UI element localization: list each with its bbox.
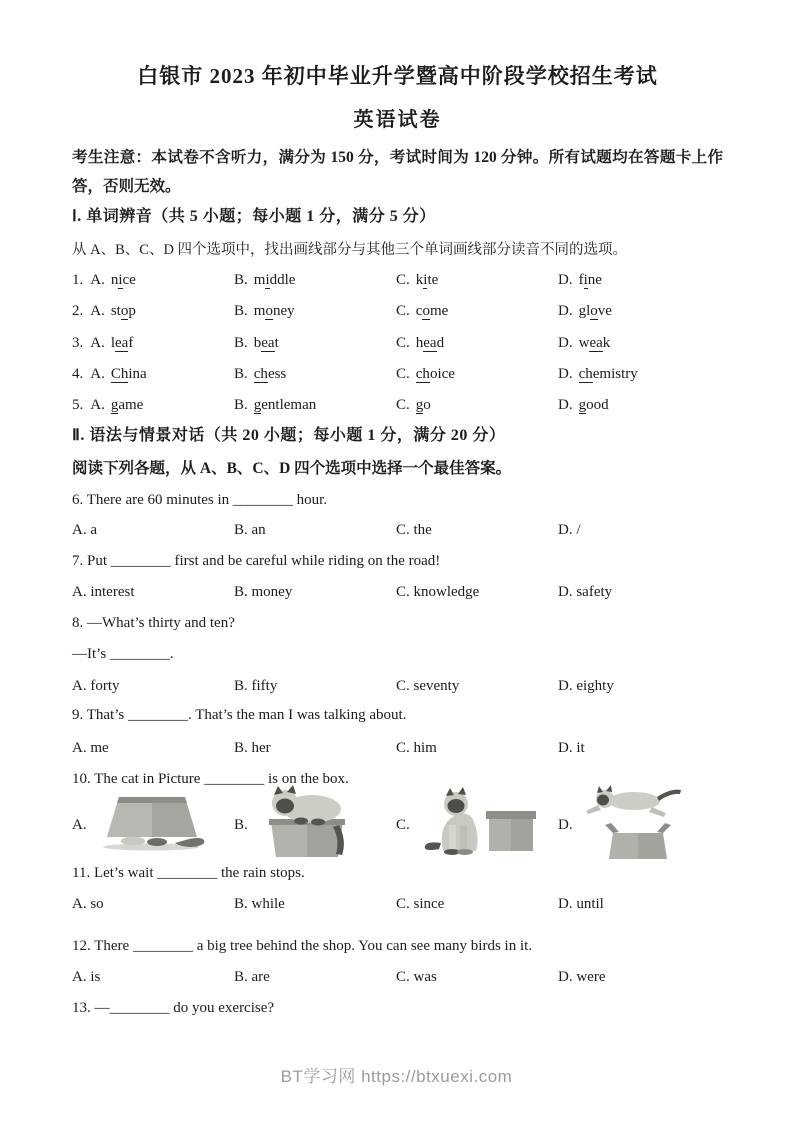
- phonics-option: [558, 270, 723, 290]
- phonics-option: [396, 395, 558, 415]
- option-label: D.: [558, 335, 573, 351]
- underlined-letters: i: [118, 272, 123, 288]
- question-number: 2.: [72, 303, 84, 319]
- underlined-letters: ea: [115, 335, 129, 351]
- option-word: nice: [110, 272, 136, 288]
- option-c: C. him: [396, 740, 437, 756]
- underlined-letters: g: [253, 397, 262, 413]
- underlined-letters: i: [583, 272, 588, 288]
- underlined-letters: i: [265, 272, 270, 288]
- phonics-option: [396, 301, 558, 321]
- picture-option-a: [72, 791, 234, 859]
- option-word: gentleman: [253, 397, 317, 413]
- phonics-row-4: [72, 364, 723, 384]
- option-label: D.: [558, 272, 573, 288]
- picture-option-b: [234, 783, 396, 867]
- option-b: B. fifty: [234, 678, 278, 694]
- option-label: A.: [90, 397, 105, 413]
- page-content: [72, 0, 723, 1122]
- picture-label-d: D.: [558, 817, 573, 833]
- phonics-option: [558, 333, 723, 353]
- option-a: A. interest: [72, 584, 135, 600]
- phonics-option: [72, 333, 234, 353]
- picture-label-b: B.: [234, 817, 248, 833]
- cat-on-box-image: [257, 783, 355, 867]
- underlined-letters: o: [590, 303, 598, 319]
- picture-option-c: [396, 787, 558, 863]
- option-label: B.: [234, 303, 248, 319]
- option-word: leaf: [110, 335, 134, 351]
- phonics-option: [234, 364, 396, 384]
- option-word: glove: [578, 303, 612, 319]
- option-a: A. forty: [72, 678, 120, 694]
- option-label: C.: [396, 366, 410, 382]
- underlined-letters: i: [423, 272, 428, 288]
- option-word: China: [110, 366, 147, 382]
- option-b: B. while: [234, 896, 285, 912]
- phonics-option: [396, 270, 558, 290]
- question-number: 4.: [72, 366, 84, 382]
- underlined-letters: o: [422, 303, 430, 319]
- phonics-row-2: [72, 301, 723, 321]
- option-label: B.: [234, 272, 248, 288]
- underlined-letters: g: [578, 397, 587, 413]
- underlined-letters: ea: [589, 335, 603, 351]
- section1-instruction: 从 A、B、C、D 四个选项中，找出画线部分与其他三个单词画线部分读音不同的选项。: [72, 242, 628, 258]
- phonics-option: [72, 395, 234, 415]
- question-9-options: [72, 738, 723, 758]
- underlined-letters: o: [120, 303, 129, 319]
- option-word: money: [253, 303, 295, 319]
- question-11-stem: 11. Let’s wait ________ the rain stops.: [72, 865, 305, 881]
- option-a: A. me: [72, 740, 109, 756]
- option-label: C.: [396, 303, 410, 319]
- phonics-option: [72, 301, 234, 321]
- phonics-option: [72, 270, 234, 290]
- question-11-options: [72, 894, 723, 914]
- page-title: 白银市 2023 年初中毕业升学暨高中阶段学校招生考试: [137, 64, 658, 88]
- option-label: A.: [90, 272, 105, 288]
- option-label: C.: [396, 335, 410, 351]
- picture-label-a: A.: [72, 817, 87, 833]
- candidate-notice: 考生注意：本试卷不含听力，满分为 150 分，考试时间为 120 分钟。所有试题均在答题卡上作答，否则无效。: [72, 149, 723, 195]
- cat-under-box-image: [96, 791, 208, 859]
- option-d: D. safety: [558, 584, 613, 600]
- option-label: A.: [90, 335, 105, 351]
- option-word: kite: [415, 272, 439, 288]
- underlined-letters: g: [415, 397, 424, 413]
- question-12-stem: 12. There ________ a big tree behind the shop. You can see many birds in it.: [72, 938, 533, 954]
- underlined-letters: ea: [261, 335, 275, 351]
- picture-option-d: [558, 783, 723, 867]
- phonics-option: [558, 395, 723, 415]
- option-label: A.: [90, 303, 105, 319]
- option-word: good: [578, 397, 609, 413]
- phonics-option: [396, 364, 558, 384]
- option-word: beat: [253, 335, 279, 351]
- underlined-letters: Ch: [110, 366, 129, 382]
- phonics-option: [234, 333, 396, 353]
- phonics-option: [72, 364, 234, 384]
- question-13-stem: 13. —________ do you exercise?: [72, 1000, 275, 1016]
- question-number: 5.: [72, 397, 84, 413]
- question-8-stem-line1: 8. —What’s thirty and ten?: [72, 615, 235, 631]
- picture-label-c: C.: [396, 817, 410, 833]
- option-a: A. so: [72, 896, 104, 912]
- cat-jumping-over-box-image: [582, 783, 692, 867]
- option-word: weak: [578, 335, 611, 351]
- question-12-options: [72, 967, 723, 987]
- underlined-letters: ch: [415, 366, 430, 382]
- option-d: D. it: [558, 740, 585, 756]
- phonics-option: [234, 301, 396, 321]
- question-10-pictures: [72, 783, 723, 865]
- option-a: A. is: [72, 969, 101, 985]
- option-b: B. are: [234, 969, 270, 985]
- paper-subtitle: 英语试卷: [353, 109, 442, 131]
- section2-instruction: 阅读下列各题，从 A、B、C、D 四个选项中选择一个最佳答案。: [72, 460, 512, 477]
- question-7-stem: 7. Put ________ first and be careful while riding on the road!: [72, 553, 441, 569]
- underlined-letters: ch: [578, 366, 593, 382]
- cat-beside-box-image: [419, 787, 537, 863]
- option-label: B.: [234, 335, 248, 351]
- option-b: B. money: [234, 584, 293, 600]
- question-6-stem: 6. There are 60 minutes in ________ hour.: [72, 492, 328, 508]
- phonics-option: [558, 301, 723, 321]
- option-label: B.: [234, 366, 248, 382]
- question-7-options: [72, 582, 723, 602]
- option-d: D. until: [558, 896, 604, 912]
- option-word: chess: [253, 366, 287, 382]
- option-c: C. since: [396, 896, 445, 912]
- question-9-stem: 9. That’s ________. That’s the man I was talking about.: [72, 707, 407, 723]
- question-number: 3.: [72, 335, 84, 351]
- option-word: fine: [578, 272, 602, 288]
- option-c: C. was: [396, 969, 437, 985]
- question-8-options: [72, 676, 723, 696]
- option-a: A. a: [72, 522, 97, 538]
- option-c: C. the: [396, 522, 432, 538]
- underlined-letters: g: [110, 397, 119, 413]
- phonics-option: [234, 395, 396, 415]
- phonics-row-1: [72, 270, 723, 290]
- option-word: chemistry: [578, 366, 638, 382]
- underlined-letters: o: [265, 303, 273, 319]
- section1-heading: Ⅰ. 单词辨音（共 5 小题；每小题 1 分，满分 5 分）: [72, 208, 436, 225]
- question-number: 1.: [72, 272, 84, 288]
- option-word: go: [415, 397, 431, 413]
- phonics-row-5: [72, 395, 723, 415]
- phonics-row-3: [72, 333, 723, 353]
- site-watermark: BT学习网 https://btxuexi.com: [280, 1067, 513, 1086]
- option-label: D.: [558, 303, 573, 319]
- option-label: C.: [396, 272, 410, 288]
- option-label: C.: [396, 397, 410, 413]
- option-d: D. were: [558, 969, 606, 985]
- question-8-stem-line2: —It’s ________.: [72, 646, 174, 662]
- option-label: B.: [234, 397, 248, 413]
- option-word: stop: [110, 303, 136, 319]
- option-word: choice: [415, 366, 455, 382]
- option-c: C. seventy: [396, 678, 460, 694]
- option-c: C. knowledge: [396, 584, 480, 600]
- underlined-letters: ea: [423, 335, 437, 351]
- option-word: come: [415, 303, 449, 319]
- option-word: head: [415, 335, 445, 351]
- underlined-letters: ch: [253, 366, 268, 382]
- option-d: D. eighty: [558, 678, 614, 694]
- option-d: D. /: [558, 522, 581, 538]
- phonics-option: [234, 270, 396, 290]
- option-word: game: [110, 397, 144, 413]
- option-b: B. an: [234, 522, 266, 538]
- question-6-options: [72, 520, 723, 540]
- phonics-option: [558, 364, 723, 384]
- phonics-option: [396, 333, 558, 353]
- option-b: B. her: [234, 740, 271, 756]
- option-label: D.: [558, 397, 573, 413]
- option-word: middle: [253, 272, 296, 288]
- option-label: A.: [90, 366, 105, 382]
- option-label: D.: [558, 366, 573, 382]
- question-10-stem: 10. The cat in Picture ________ is on the box.: [72, 771, 349, 787]
- section2-heading: Ⅱ. 语法与情景对话（共 20 小题；每小题 1 分，满分 20 分）: [72, 427, 506, 444]
